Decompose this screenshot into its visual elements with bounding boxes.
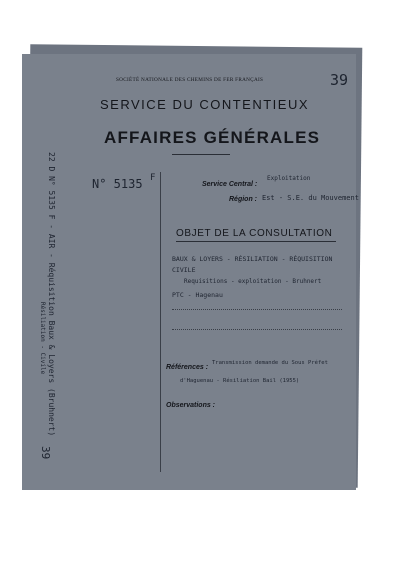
region-label: Région :	[229, 196, 257, 203]
header-underline	[172, 154, 230, 155]
page-number: 39	[330, 71, 349, 89]
objet-line-2: CIVILE	[172, 266, 196, 274]
objet-dotline-2	[172, 329, 342, 330]
spine-text-2: Résiliation - Civile	[39, 302, 46, 375]
observations-label: Observations :	[166, 402, 216, 409]
spine-text-1: 22 D N° 5135 F - AIR - Réquisition Baux & Loyers (Bruhnert)	[47, 152, 56, 437]
dossier-number: N° 5135	[92, 177, 143, 191]
references-label: Références :	[166, 364, 209, 371]
objet-line-4: PTC - Hagenau	[172, 291, 223, 299]
references-line-2: d'Haguenau - Résiliation Bail (1955)	[180, 378, 300, 384]
service-central-value: Exploitation	[267, 175, 311, 182]
objet-line-1: BAUX & LOYERS - RÉSILIATION - RÉQUISITION	[172, 255, 333, 263]
spine-number: 39	[39, 446, 52, 460]
objet-underline	[176, 241, 336, 242]
vertical-divider	[160, 172, 161, 472]
service-title: SERVICE DU CONTENTIEUX	[100, 97, 310, 112]
objet-title: OBJET DE LA CONSULTATION	[176, 228, 333, 239]
references-line-1: Transmission demande du Sous Préfet	[212, 360, 328, 366]
service-central-label: Service Central :	[202, 181, 258, 188]
folder-cover	[22, 54, 359, 490]
org-name: SOCIÉTÉ NATIONALE DES CHEMINS DE FER FRANÇAIS	[116, 77, 264, 83]
dossier-letter: F	[150, 173, 156, 183]
region-value: Est - S.E. du Mouvement	[262, 194, 359, 202]
objet-line-3: Requisitions - exploitation - Bruhnert	[184, 278, 322, 285]
objet-dotline-1	[172, 309, 342, 310]
section-title: AFFAIRES GÉNÉRALES	[104, 128, 321, 147]
